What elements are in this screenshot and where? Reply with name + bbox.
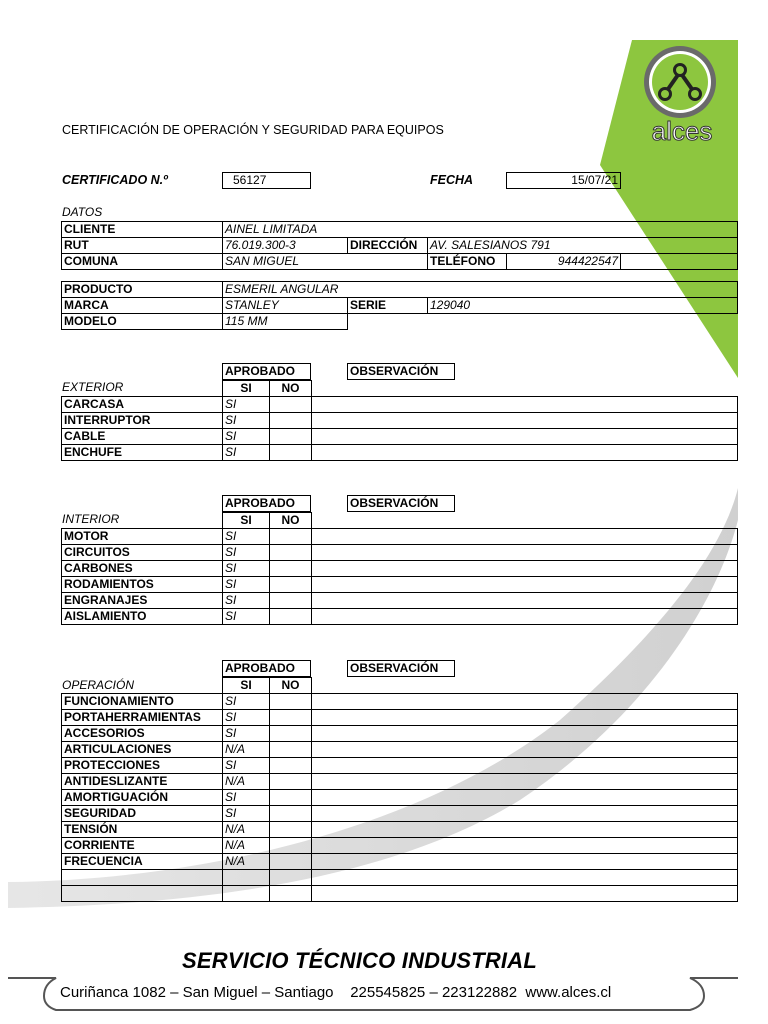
si-cell[interactable]: N/A [223, 774, 270, 790]
interior-observacion-header: OBSERVACIÓN [347, 495, 455, 512]
alces-logo [632, 42, 732, 150]
observacion-cell[interactable] [312, 838, 738, 854]
table-row [62, 254, 738, 270]
no-cell[interactable] [270, 822, 312, 838]
telefono-label: TELÉFONO [428, 254, 507, 270]
observacion-cell[interactable] [312, 710, 738, 726]
table-row [62, 529, 738, 545]
no-header: NO [270, 678, 312, 694]
table-row [62, 694, 738, 710]
empty-cell [62, 381, 223, 397]
producto-label: PRODUCTO [62, 282, 223, 298]
table-row [62, 222, 738, 238]
si-cell[interactable]: SI [223, 593, 270, 609]
checklist-item-label: INTERRUPTOR [62, 413, 223, 429]
table-row [62, 413, 738, 429]
si-cell[interactable]: N/A [223, 854, 270, 870]
telefono-value[interactable]: 944422547 [507, 254, 621, 270]
no-cell[interactable] [270, 758, 312, 774]
certificate-number-label: CERTIFICADO N.º [62, 173, 168, 187]
empty-cell [312, 513, 738, 529]
si-cell[interactable]: SI [223, 806, 270, 822]
observacion-cell[interactable] [312, 790, 738, 806]
empty-cell [348, 314, 428, 330]
no-cell[interactable] [270, 429, 312, 445]
table-row [62, 577, 738, 593]
no-cell[interactable] [270, 529, 312, 545]
marca-label: MARCA [62, 298, 223, 314]
document-title: CERTIFICACIÓN DE OPERACIÓN Y SEGURIDAD PARA EQUIPOS [62, 123, 444, 137]
checklist-item-label: CIRCUITOS [62, 545, 223, 561]
datos-label: DATOS [62, 205, 103, 219]
checklist-item-label: TENSIÓN [62, 822, 223, 838]
comuna-value[interactable]: SAN MIGUEL [223, 254, 428, 270]
table-row [62, 609, 738, 625]
product-data-table [61, 281, 738, 330]
marca-value[interactable]: STANLEY [223, 298, 348, 314]
operacion-observacion-header: OBSERVACIÓN [347, 660, 455, 677]
no-header: NO [270, 381, 312, 397]
observacion-cell[interactable] [312, 694, 738, 710]
no-cell[interactable] [270, 710, 312, 726]
table-row [62, 298, 738, 314]
table-row [62, 593, 738, 609]
table-row [62, 774, 738, 790]
exterior-table [61, 380, 738, 461]
table-header-row [62, 513, 738, 529]
si-cell[interactable]: N/A [223, 822, 270, 838]
observacion-cell[interactable] [312, 593, 738, 609]
serie-label: SERIE [348, 298, 428, 314]
exterior-label: EXTERIOR [62, 380, 124, 394]
si-header: SI [223, 381, 270, 397]
serie-value[interactable]: 129040 [428, 298, 738, 314]
si-cell[interactable] [223, 870, 270, 886]
checklist-item-label: CABLE [62, 429, 223, 445]
no-cell[interactable] [270, 397, 312, 413]
table-row [62, 822, 738, 838]
direccion-label: DIRECCIÓN [348, 238, 428, 254]
checklist-item-label: ARTICULACIONES [62, 742, 223, 758]
logo-text: alces [651, 116, 713, 146]
observacion-cell[interactable] [312, 854, 738, 870]
observacion-cell[interactable] [312, 886, 738, 902]
observacion-cell[interactable] [312, 609, 738, 625]
si-cell[interactable]: SI [223, 413, 270, 429]
observacion-cell[interactable] [312, 758, 738, 774]
operacion-aprobado-header: APROBADO [222, 660, 311, 677]
checklist-item-label: ACCESORIOS [62, 726, 223, 742]
footer-contact: Curiñanca 1082 – San Miguel – Santiago 225545825 – 223122882 www.alces.cl [60, 984, 612, 1001]
date-field[interactable]: 15/07/21 [506, 172, 621, 189]
checklist-item-label: RODAMIENTOS [62, 577, 223, 593]
si-cell[interactable] [223, 886, 270, 902]
checklist-item-label: CARBONES [62, 561, 223, 577]
no-cell[interactable] [270, 838, 312, 854]
table-row [62, 429, 738, 445]
table-row [62, 758, 738, 774]
empty-cell [312, 678, 738, 694]
si-cell[interactable]: SI [223, 758, 270, 774]
table-row [62, 806, 738, 822]
checklist-item-label: SEGURIDAD [62, 806, 223, 822]
observacion-cell[interactable] [312, 726, 738, 742]
table-row [62, 726, 738, 742]
observacion-cell[interactable] [312, 529, 738, 545]
table-row [62, 314, 738, 330]
no-cell[interactable] [270, 774, 312, 790]
empty-cell [428, 314, 738, 330]
empty-cell [62, 513, 223, 529]
checklist-item-label: PROTECCIONES [62, 758, 223, 774]
checklist-item-label: ENGRANAJES [62, 593, 223, 609]
table-header-row [62, 381, 738, 397]
checklist-item-label: MOTOR [62, 529, 223, 545]
no-cell[interactable] [270, 413, 312, 429]
operacion-label: OPERACIÓN [62, 678, 135, 692]
table-row [62, 710, 738, 726]
direccion-value[interactable]: AV. SALESIANOS 791 [428, 238, 738, 254]
no-cell[interactable] [270, 694, 312, 710]
si-cell[interactable]: SI [223, 577, 270, 593]
cliente-value[interactable]: AINEL LIMITADA [223, 222, 738, 238]
checklist-item-label [62, 870, 223, 886]
observacion-cell[interactable] [312, 429, 738, 445]
si-cell[interactable]: SI [223, 790, 270, 806]
observacion-cell[interactable] [312, 774, 738, 790]
si-cell[interactable]: SI [223, 529, 270, 545]
no-cell[interactable] [270, 609, 312, 625]
no-cell[interactable] [270, 577, 312, 593]
si-cell[interactable]: SI [223, 726, 270, 742]
comuna-label: COMUNA [62, 254, 223, 270]
checklist-item-label: FUNCIONAMIENTO [62, 694, 223, 710]
si-cell[interactable]: N/A [223, 838, 270, 854]
si-cell[interactable]: SI [223, 545, 270, 561]
checklist-item-label: PORTAHERRAMIENTAS [62, 710, 223, 726]
checklist-item-label: FRECUENCIA [62, 854, 223, 870]
si-cell[interactable]: SI [223, 694, 270, 710]
checklist-item-label: AMORTIGUACIÓN [62, 790, 223, 806]
no-cell[interactable] [270, 886, 312, 902]
date-label: FECHA [430, 173, 474, 187]
table-row [62, 445, 738, 461]
checklist-item-label: CARCASA [62, 397, 223, 413]
observacion-cell[interactable] [312, 870, 738, 886]
exterior-observacion-header: OBSERVACIÓN [347, 363, 455, 380]
rut-value[interactable]: 76.019.300-3 [223, 238, 348, 254]
table-row [62, 838, 738, 854]
si-cell[interactable]: SI [223, 429, 270, 445]
observacion-cell[interactable] [312, 806, 738, 822]
no-cell[interactable] [270, 870, 312, 886]
si-cell[interactable]: SI [223, 397, 270, 413]
observacion-cell[interactable] [312, 561, 738, 577]
table-row [62, 742, 738, 758]
no-cell[interactable] [270, 545, 312, 561]
modelo-label: MODELO [62, 314, 223, 330]
no-cell[interactable] [270, 806, 312, 822]
table-row [62, 397, 738, 413]
si-cell[interactable]: SI [223, 710, 270, 726]
checklist-item-label: ENCHUFE [62, 445, 223, 461]
empty-cell [621, 254, 738, 270]
interior-aprobado-header: APROBADO [222, 495, 311, 512]
interior-table [61, 512, 738, 625]
table-header-row [62, 678, 738, 694]
checklist-item-label: CORRIENTE [62, 838, 223, 854]
table-row [62, 854, 738, 870]
si-cell[interactable]: N/A [223, 742, 270, 758]
cliente-label: CLIENTE [62, 222, 223, 238]
no-cell[interactable] [270, 445, 312, 461]
empty-cell [62, 678, 223, 694]
no-cell[interactable] [270, 854, 312, 870]
si-cell[interactable]: SI [223, 609, 270, 625]
si-header: SI [223, 678, 270, 694]
checklist-item-label: ANTIDESLIZANTE [62, 774, 223, 790]
certificate-number-field[interactable]: 56127 [222, 172, 311, 189]
rut-label: RUT [62, 238, 223, 254]
table-row [62, 282, 738, 298]
client-data-table [61, 221, 738, 270]
table-row [62, 870, 738, 886]
empty-cell [312, 381, 738, 397]
table-row [62, 545, 738, 561]
observacion-cell[interactable] [312, 577, 738, 593]
observacion-cell[interactable] [312, 822, 738, 838]
observacion-cell[interactable] [312, 413, 738, 429]
table-row [62, 886, 738, 902]
no-cell[interactable] [270, 790, 312, 806]
observacion-cell[interactable] [312, 545, 738, 561]
logo-icon [632, 42, 732, 150]
observacion-cell[interactable] [312, 445, 738, 461]
table-row [62, 238, 738, 254]
exterior-aprobado-header: APROBADO [222, 363, 311, 380]
modelo-value[interactable]: 115 MM [223, 314, 348, 330]
no-cell[interactable] [270, 561, 312, 577]
no-cell[interactable] [270, 742, 312, 758]
table-row [62, 790, 738, 806]
checklist-item-label: AISLAMIENTO [62, 609, 223, 625]
si-header: SI [223, 513, 270, 529]
no-cell[interactable] [270, 593, 312, 609]
table-row [62, 561, 738, 577]
si-cell[interactable]: SI [223, 445, 270, 461]
no-header: NO [270, 513, 312, 529]
no-cell[interactable] [270, 726, 312, 742]
producto-value[interactable]: ESMERIL ANGULAR [223, 282, 738, 298]
checklist-item-label [62, 886, 223, 902]
interior-label: INTERIOR [62, 512, 120, 526]
observacion-cell[interactable] [312, 397, 738, 413]
footer-title: SERVICIO TÉCNICO INDUSTRIAL [182, 948, 537, 973]
si-cell[interactable]: SI [223, 561, 270, 577]
operacion-table [61, 677, 738, 902]
observacion-cell[interactable] [312, 742, 738, 758]
